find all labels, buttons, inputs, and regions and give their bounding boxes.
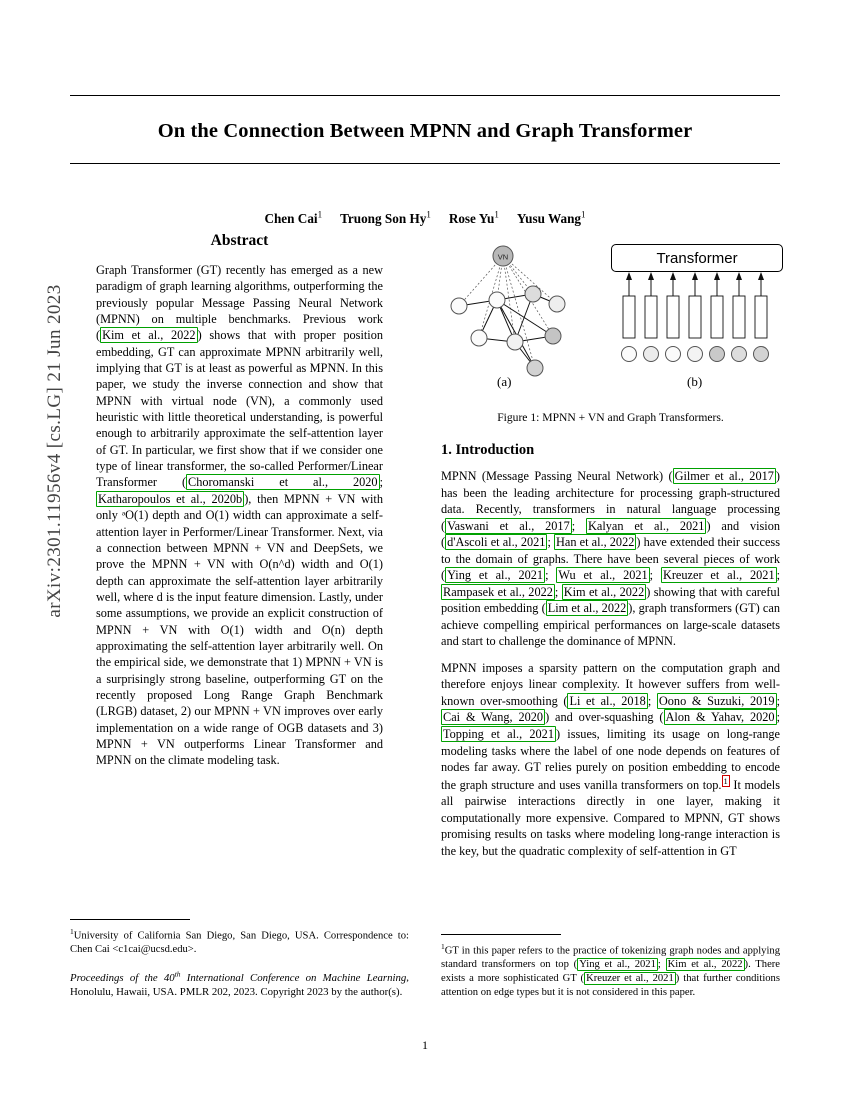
figure-1-canvas <box>441 234 780 399</box>
paper-header <box>70 95 780 227</box>
citation-link[interactable]: Kim et al., 2022 <box>102 328 196 343</box>
figure-caption: Figure 1: MPNN + VN and Graph Transformers. <box>497 411 724 424</box>
citation-link[interactable]: Kreuzer et al., 2021 <box>662 568 775 583</box>
page-title: On the Connection Between MPNN and Graph Transformer <box>157 120 693 142</box>
abstract-heading: Abstract <box>210 232 269 249</box>
figure-sublabel-b: (b) <box>687 374 703 389</box>
left-column <box>70 232 409 859</box>
proceedings-note: Proceedings of the 40th International Conference on Machine Learning, Honolulu, Hawaii, USA. PMLR 202, 2023. Copyright 2023 by the author(s). <box>70 969 409 998</box>
footnote-rule <box>70 919 190 920</box>
figure-1 <box>441 234 780 424</box>
svg-text:VN: VN <box>497 252 509 262</box>
right-footnote-rule <box>441 934 561 935</box>
citation-link[interactable]: Katharopoulos et al., 2020b <box>98 491 243 506</box>
author-name: Truong Son Hy$^1$ <box>340 209 431 227</box>
affiliation-footnote: $^1$University of California San Diego, San Diego, USA. Correspondence to: Chen Cai <c1cai@ucsd.edu>. <box>70 927 409 956</box>
page-number: 1 <box>422 1038 428 1052</box>
author-list <box>70 210 780 227</box>
citation-link[interactable]: Kreuzer et al., 2021 <box>586 973 674 985</box>
transformer-box: Transformer <box>611 244 783 272</box>
citation-link[interactable]: Vaswani et al., 2017 <box>447 518 570 533</box>
left-footnote-block <box>70 905 409 999</box>
citation-link[interactable]: Kalyan et al., 2021 <box>587 518 705 533</box>
gt-definition-footnote: $^1$GT in this paper refers to the practice of tokenizing graph nodes and applying standard transformers on top ( Ying et al., 2021 ; Kim et al., 2022 ). There exists a more sophisticated GT ( Kreuzer et al., 2021 ) that further conditions attention on edge types but it is not considered in this paper. <box>441 942 781 998</box>
citation-link[interactable]: Alon & Yahav, 2020 <box>665 710 775 725</box>
footnote-marker[interactable]: 1 <box>723 775 728 786</box>
citation-link[interactable]: Topping et al., 2021 <box>443 726 554 741</box>
section-body-introduction <box>441 468 780 859</box>
citation-link[interactable]: d'Ascoli et al., 2021 <box>447 535 546 550</box>
citation-link[interactable]: Ying et al., 2021 <box>579 959 656 971</box>
citation-link[interactable]: Han et al., 2022 <box>556 535 635 550</box>
footnote-number: 1 <box>441 942 445 951</box>
figure-sublabel-a: (a) <box>497 374 512 389</box>
author-affiliation-marker: 1 <box>426 209 431 220</box>
citation-link[interactable]: Kim et al., 2022 <box>667 959 743 971</box>
citation-link[interactable]: Cai & Wang, 2020 <box>443 710 544 725</box>
citation-link[interactable]: Li et al., 2018 <box>569 693 646 708</box>
author-name: Yusu Wang$^1$ <box>516 209 586 227</box>
proceedings-title: Proceedings of the 40th International Conference on Machine Learning <box>70 969 407 984</box>
affiliation-marker: 1 <box>70 927 74 936</box>
paragraph: MPNN imposes a sparsity pattern on the computation graph and therefore enjoys linear complexity. It however suffers from well-known over-smoothing ( Li et al., 2018 ; Oono & Suzuki, 2019 ; Cai & Wang, 2020 ) and over-squashing ( Alon & Yahav, 2020 ; Topping et al., 2021 ) issues, limiting its usage on long-range modeling tasks where the label of one node depends on features of nodes far away. GT relies purely on position embedding to encode the graph structure and uses vanilla transformers on top. $^1$ It models all pairwise interactions directly in one layer, making it computationally more expensive. Compared to MPNN, GT shows promising results on tasks where modeling long-range interaction is the key, but the quadratic complexity of self-attention in GT <box>441 660 780 858</box>
citation-link[interactable]: Choromanski et al., 2020 <box>188 475 378 490</box>
citation-link[interactable]: Wu et al., 2021 <box>558 568 648 583</box>
title-rule-bottom <box>70 163 780 164</box>
citation-link[interactable]: Rampasek et al., 2022 <box>443 584 553 599</box>
citation-link[interactable]: Kim et al., 2022 <box>563 584 645 599</box>
author-affiliation-marker: 1 <box>317 209 323 220</box>
author-name: Chen Cai$^1$ <box>264 209 323 227</box>
abstract-body: Graph Transformer (GT) recently has emerged as a new paradigm of graph learning algorithms, outperforming the previously popular Message Passing Neural Network (MPNN) on multiple benchmarks. Previous work ( Kim et al., 2022 ) shows that with proper position embedding, GT can approximate MPNN arbitrarily well, implying that GT is at least as powerful as MPNN. In this paper, we study the inverse connection and show that MPNN with virtual node (VN), a commonly used heuristic with little theoretical understanding, is powerful enough to arbitrarily approximate the self-attention layer of GT. In particular, we first show that if we consider one type of linear transformer, the so-called Performer/Linear Transformer ( Choromanski et al., 2020 ; Katharopoulos et al., 2020b ), then MPNN + VN with only ᵊO(1) depth and O(1) width can approximate a self-attention layer in Performer/Linear Transformer. Next, via a connection between MPNN + VN and DeepSets, we prove the MPNN + VN with O(n^d) width and O(1) depth can approximate the self-attention layer arbitrarily well, where d is the input feature dimension. Lastly, under some assumptions, we provide an explicit construction of MPNN + VN with O(1) width and O(n) depth approximating the self-attention layer arbitrarily well. On the empirical side, we demonstrate that 1) MPNN + VN is a surprisingly strong baseline, outperforming GT on the recently proposed Long Range Graph Benchmark (LRGB) dataset, 2) our MPNN + VN improves over early implementation on a wide range of OGB datasets and 3) MPNN + VN outperforms Linear Transformer and MPNN on the climate modeling task. <box>96 263 383 768</box>
citation-link[interactable]: Oono & Suzuki, 2019 <box>658 693 775 708</box>
author-affiliation-marker: 1 <box>494 209 499 220</box>
right-column <box>441 232 780 859</box>
citation-link[interactable]: Gilmer et al., 2017 <box>674 469 774 483</box>
citation-link[interactable]: Ying et al., 2021 <box>447 568 544 583</box>
right-footnote-block <box>441 920 780 1000</box>
arxiv-stamp: arXiv:2301.11956v4 [cs.LG] 21 Jun 2023 <box>44 284 65 618</box>
citation-link[interactable]: Lim et al., 2022 <box>547 601 627 616</box>
author-affiliation-marker: 1 <box>581 209 586 220</box>
title-rule-top <box>70 95 780 96</box>
section-heading-introduction: 1. Introduction <box>441 442 535 458</box>
author-name: Rose Yu$^1$ <box>448 209 499 227</box>
paragraph: MPNN (Message Passing Neural Network) ( Gilmer et al., 2017 ) has been the leading architecture for processing graph-structured data. Recently, transformers in natural language processing ( Vaswani et al., 2017 ; Kalyan et al., 2021 ) and vision ( d'Ascoli et al., 2021 ; Han et al., 2022 ) have extended their success to the domain of graphs. There have been several pieces of work ( Ying et al., 2021 ; Wu et al., 2021 ; Kreuzer et al., 2021 ; Rampasek et al., 2022 ; Kim et al., 2022 ) showing that with careful position embedding ( Lim et al., 2022 ), graph transformers (GT) can achieve compelling empirical performances on large-scale datasets and start to challenge the dominance of MPNN. <box>441 469 781 649</box>
